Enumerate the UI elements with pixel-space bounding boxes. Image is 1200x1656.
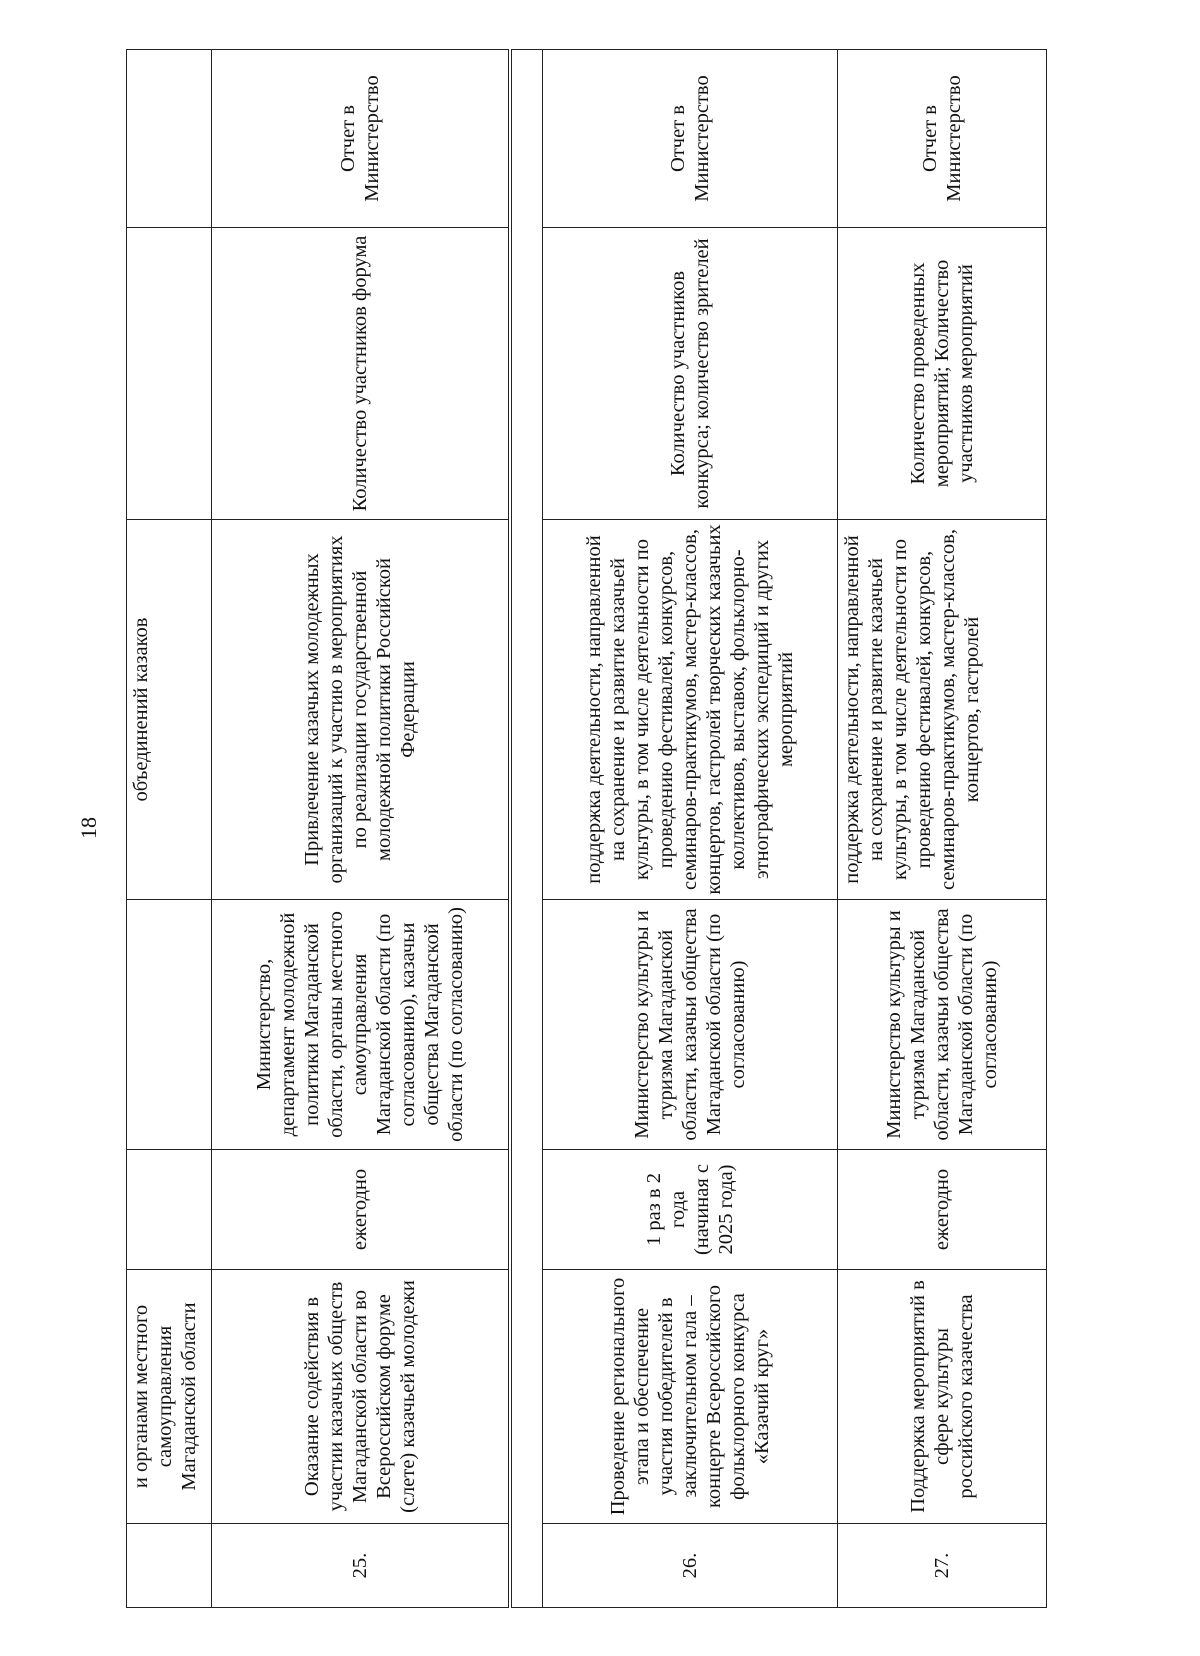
cell-executor: Министерство культуры и туризма Магаданской области, казачьи общества Магаданской области (по согласованию) [838, 900, 1047, 1150]
cell-indicator: Количество участников конкурса; количество зрителей [543, 228, 838, 520]
page-number: 18 [76, 817, 101, 839]
section-heading [510, 50, 543, 1608]
cell-result: поддержка деятельности, направленной на сохранение и развитие казачьей культуры, в том числе деятельности по проведению фестивалей, конкурсов, семинаров-практикумов, мастер-классов, концертов, гастролей [838, 520, 1047, 900]
cell-executor: Министерство, департамент молодежной политики Магаданской области, органы местного самоуправления Магаданской области (по согласованию), казачьи общества Магаданской области (по согласованию) [212, 900, 511, 1150]
cell-executor: Министерство культуры и туризма Магаданской области, казачьи общества Магаданской области (по согласованию) [543, 900, 838, 1150]
table-row-27 [838, 50, 1047, 1608]
cell-indicator: Количество проведенных мероприятий; Количество участников мероприятий [838, 228, 1047, 520]
table-row-continued [127, 50, 212, 1608]
cell-event: Проведение регионального этапа и обеспечение участия победителей в заключительном гала – концерте Всероссийского фольклорного конкурса «Казачий круг» [543, 1270, 838, 1524]
cell-executor [127, 900, 212, 1150]
cell-num: 26. [543, 1524, 838, 1608]
table-row-26 [543, 50, 838, 1608]
cell-num: 27. [838, 1524, 1047, 1608]
cell-event: Оказание содействия в участии казачьих обществ Магаданской области во Всероссийском форуме (слете) казачьей молодежи [212, 1270, 511, 1524]
cell-control [127, 50, 212, 228]
section-row [510, 50, 543, 1608]
cell-result: Привлечение казачьих молодежных организаций к участию в мероприятиях по реализации государственной молодежной политики Российской Федерации [212, 520, 511, 900]
action-plan-table [126, 49, 1047, 1608]
cell-control: Отчет в Министерство [212, 50, 511, 228]
cell-result: объединений казаков [127, 520, 212, 900]
cell-result: поддержка деятельности, направленной на сохранение и развитие казачьей культуры, в том числе деятельности по проведению фестивалей, конкурсов, семинаров-практикумов, мастер-классов, концертов, гастролей творческих казачьих коллективов, выставок, фольклорно-этнографических экспедиций и других мероприятий [543, 520, 838, 900]
cell-deadline [127, 1150, 212, 1270]
cell-event: Поддержка мероприятий в сфере культуры российского казачества [838, 1270, 1047, 1524]
cell-indicator: Количество участников форума [212, 228, 511, 520]
cell-control: Отчет в Министерство [543, 50, 838, 228]
cell-num [127, 1524, 212, 1608]
cell-event: и органами местного самоуправления Магаданской области [127, 1270, 212, 1524]
cell-control: Отчет в Министерство [838, 50, 1047, 228]
cell-deadline: ежегодно [212, 1150, 511, 1270]
cell-indicator [127, 228, 212, 520]
cell-deadline: 1 раз в 2 года (начиная с 2025 года) [543, 1150, 838, 1270]
table-row-25 [212, 50, 511, 1608]
cell-deadline: ежегодно [838, 1150, 1047, 1270]
cell-num: 25. [212, 1524, 511, 1608]
